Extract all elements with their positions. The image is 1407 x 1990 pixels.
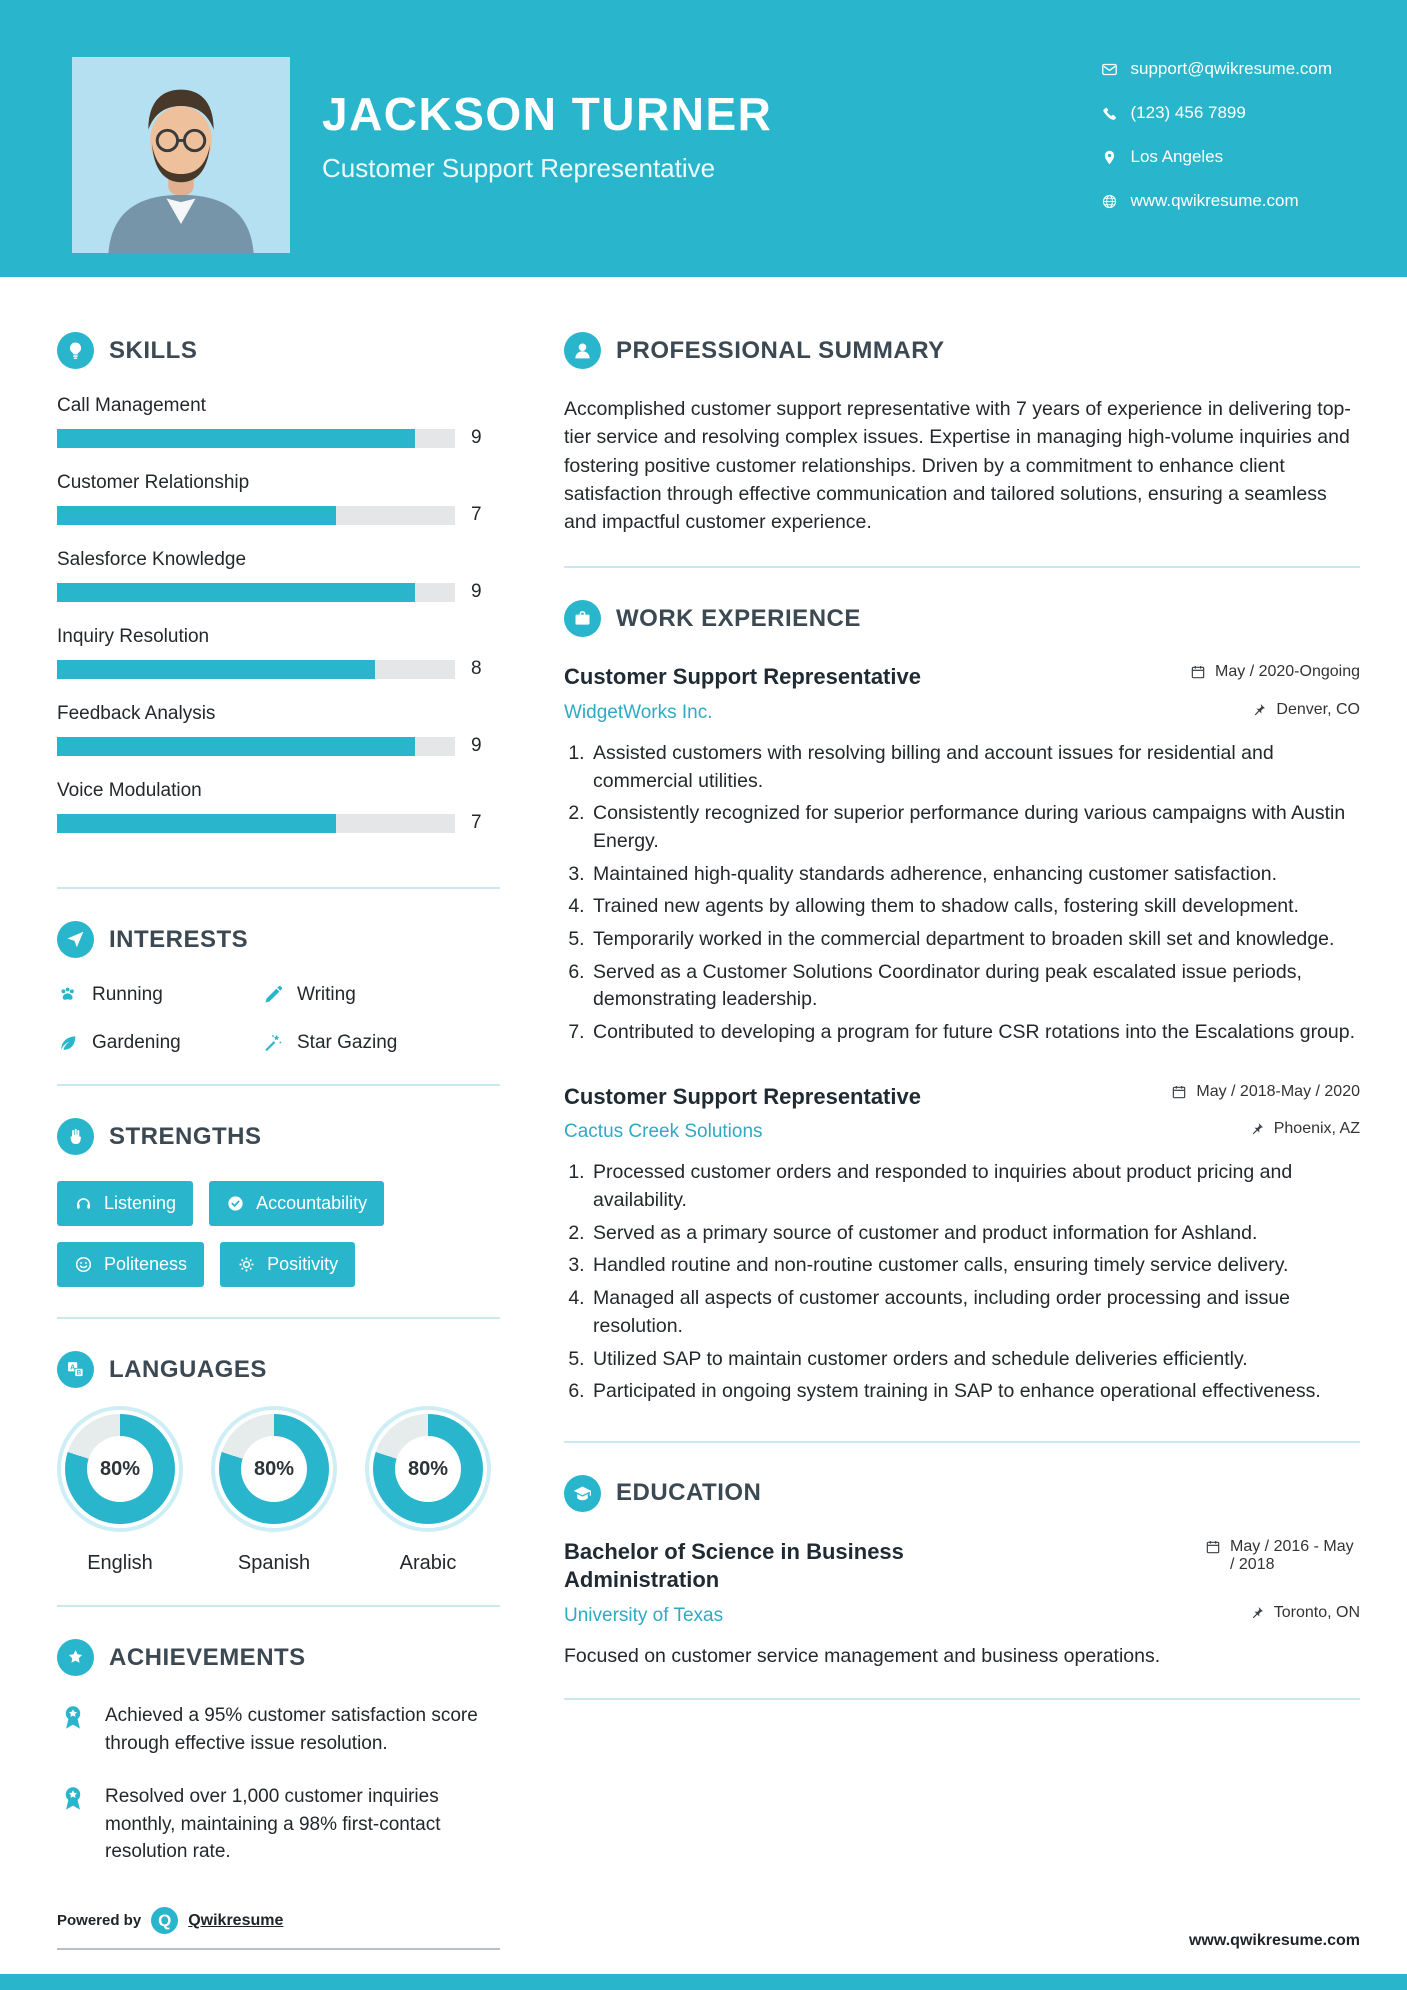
- summary-text: Accomplished customer support representative with 7 years of experience in delivering top-tier service and resolving complex issues. Expertise in managing high-volume inquiries and fostering positive customer relationships. Driven by a commitment to enhance client satisfaction through effective communication and tailored solutions, ensuring a seamless and impactful customer experience.: [564, 398, 1351, 534]
- job-bullet: 6. Participated in ongoing system training in SAP to enhance operational effectiveness.: [590, 1378, 1360, 1406]
- job-bullet: 3. Maintained high-quality standards adherence, enhancing customer satisfaction.: [590, 861, 1360, 889]
- language-name: Spanish: [237, 1552, 311, 1574]
- powered-by-block: [57, 1907, 500, 1950]
- job-bullet: 5. Utilized SAP to maintain customer orders and schedule deliveries efficiently.: [590, 1346, 1360, 1374]
- contact-website: [1101, 191, 1333, 211]
- skill-label: Inquiry Resolution: [57, 626, 210, 647]
- strength-chip: [220, 1242, 355, 1287]
- contact-location-text: Los Angeles: [1130, 147, 1224, 166]
- pushpin-icon: [1249, 1605, 1265, 1621]
- qwikresume-logo[interactable]: Q: [151, 1907, 178, 1934]
- language-name: English: [87, 1552, 153, 1574]
- strengths-section: [57, 1118, 500, 1319]
- education-dates-text: May / 2016 - May / 2018: [1230, 1537, 1354, 1573]
- strength-chip: [209, 1181, 384, 1226]
- language-percent: 80%: [395, 1436, 461, 1502]
- job-dates: [1190, 663, 1360, 681]
- language-item: [57, 1414, 183, 1575]
- skill-value: 9: [471, 735, 482, 756]
- skill-value: 9: [471, 581, 482, 602]
- skill-value: 7: [471, 504, 482, 525]
- job-bullet: 7. Contributed to developing a program for future CSR rotations into the Escalations group.: [590, 1019, 1360, 1047]
- job-company: Cactus Creek Solutions: [564, 1121, 763, 1143]
- language-donut: [65, 1414, 175, 1524]
- interests-heading: INTERESTS: [109, 925, 249, 953]
- job-dates: [1171, 1083, 1360, 1101]
- skill-item: [57, 626, 500, 680]
- skill-value: 8: [471, 658, 482, 679]
- person-title: Customer Support Representative: [322, 153, 716, 183]
- calendar-icon: [1171, 1084, 1187, 1100]
- education-location: [1249, 1604, 1360, 1622]
- contact-location: [1101, 147, 1333, 167]
- language-donut: [219, 1414, 329, 1524]
- gear-icon: [237, 1255, 256, 1274]
- paw-icon: [57, 984, 79, 1006]
- skill-label: Call Management: [57, 395, 206, 416]
- job-bullet: 2. Served as a primary source of customer and product information for Ashland.: [590, 1220, 1360, 1248]
- skill-value: 9: [471, 427, 482, 448]
- job-location: [1251, 701, 1360, 719]
- job-location-text: Phoenix, AZ: [1273, 1120, 1360, 1138]
- bottom-accent-bar: [0, 1974, 1407, 1990]
- education-description: Focused on customer service management and business operations.: [564, 1645, 1161, 1668]
- language-name: Arabic: [399, 1552, 457, 1574]
- strengths-heading: STRENGTHS: [109, 1122, 262, 1150]
- smiley-icon: [74, 1255, 93, 1274]
- powered-by-label: Powered by: [57, 1912, 142, 1929]
- achievements-heading: ACHIEVEMENTS: [109, 1643, 306, 1671]
- skill-item: [57, 549, 500, 603]
- experience-heading: WORK EXPERIENCE: [616, 604, 861, 632]
- job-bullet: 2. Consistently recognized for superior performance during various campaigns with Austin Energy.: [590, 800, 1360, 855]
- skill-item: [57, 472, 500, 526]
- skills-heading: SKILLS: [109, 336, 198, 364]
- interest-item: [57, 1032, 262, 1054]
- skill-bar: [57, 583, 455, 602]
- phone-icon: [1101, 105, 1118, 122]
- summary-section: [564, 332, 1360, 568]
- summary-heading: PROFESSIONAL SUMMARY: [616, 336, 945, 364]
- header: [0, 0, 1407, 277]
- calendar-icon: [1190, 664, 1206, 680]
- strength-label: Accountability: [256, 1193, 368, 1213]
- job-bullet: 6. Served as a Customer Solutions Coordinator during peak escalated issue periods, demonstrating leadership.: [590, 959, 1360, 1014]
- contact-phone-text: (123) 456 7899: [1130, 103, 1246, 122]
- job-entry: [564, 1083, 1360, 1406]
- interest-label: Running: [92, 984, 163, 1005]
- job-bullet: 4. Trained new agents by allowing them to shadow calls, fostering skill development.: [590, 893, 1360, 921]
- skill-bar: [57, 429, 455, 448]
- skill-label: Salesforce Knowledge: [57, 549, 247, 570]
- briefcase-icon: [564, 600, 601, 637]
- website-icon: [1101, 193, 1118, 210]
- contact-website-text: www.qwikresume.com: [1130, 191, 1299, 210]
- leaf-icon: [57, 1032, 79, 1054]
- profile-photo: [72, 57, 290, 253]
- job-location: [1249, 1120, 1360, 1138]
- interest-item: [262, 984, 500, 1006]
- svg-text:B: B: [76, 1369, 82, 1377]
- contact-phone: [1101, 103, 1333, 123]
- interests-section: [57, 921, 500, 1086]
- bulb-icon: [57, 332, 94, 369]
- paper-plane-icon: [57, 921, 94, 958]
- language-percent: 80%: [241, 1436, 307, 1502]
- language-percent: 80%: [87, 1436, 153, 1502]
- pushpin-icon: [1251, 702, 1267, 718]
- right-column: [564, 332, 1360, 1954]
- achievement-text: Resolved over 1,000 customer inquiries monthly, maintaining a 98% first-contact resolution rate.: [105, 1786, 441, 1863]
- job-title: Customer Support Representative: [564, 1083, 921, 1109]
- skill-value: 7: [471, 812, 482, 833]
- skill-item: [57, 395, 500, 449]
- achievement-text: Achieved a 95% customer satisfaction score through effective issue resolution.: [105, 1705, 478, 1754]
- language-item: [365, 1414, 491, 1575]
- job-dates-text: May / 2020-Ongoing: [1215, 663, 1360, 681]
- job-bullet: 4. Managed all aspects of customer accounts, including order processing and issue resolution.: [590, 1285, 1360, 1340]
- job-bullets: [564, 1159, 1360, 1406]
- page-footer: [57, 1907, 1360, 1950]
- language-item: [211, 1414, 337, 1575]
- email-icon: [1101, 61, 1118, 78]
- contact-email: [1101, 59, 1333, 79]
- interest-label: Gardening: [92, 1032, 181, 1053]
- website-link[interactable]: www.qwikresume.com: [1188, 1932, 1360, 1949]
- strength-label: Positivity: [267, 1254, 339, 1274]
- education-dates: [1205, 1538, 1360, 1574]
- skill-label: Feedback Analysis: [57, 703, 216, 724]
- skills-section: [57, 332, 500, 889]
- skill-label: Voice Modulation: [57, 780, 202, 801]
- person-name: JACKSON TURNER: [322, 88, 773, 140]
- skill-bar: [57, 737, 455, 756]
- contact-email-text: support@qwikresume.com: [1130, 59, 1332, 78]
- strength-chip: [57, 1242, 204, 1287]
- achievements-section: [57, 1639, 500, 1922]
- medal-icon: [57, 1702, 89, 1734]
- job-dates-text: May / 2018-May / 2020: [1196, 1082, 1360, 1100]
- job-title: Customer Support Representative: [564, 664, 921, 690]
- language-donut: [373, 1414, 483, 1524]
- skill-label: Customer Relationship: [57, 472, 250, 493]
- job-bullets: [564, 740, 1360, 1047]
- education-location-text: Toronto, ON: [1273, 1604, 1360, 1622]
- hand-icon: [57, 1118, 94, 1155]
- interest-item: [262, 1032, 500, 1054]
- job-bullet: 1. Processed customer orders and responded to inquiries about product pricing and availability.: [590, 1159, 1360, 1214]
- left-column: [57, 332, 500, 1954]
- interest-item: [57, 984, 262, 1006]
- pencil-icon: [262, 984, 284, 1006]
- job-location-text: Denver, CO: [1276, 700, 1360, 718]
- interest-label: Writing: [297, 984, 356, 1005]
- calendar-icon: [1205, 1539, 1221, 1555]
- job-bullet: 5. Temporarily worked in the commercial department to broaden skill set and knowledge.: [590, 926, 1360, 954]
- svg-text:A: A: [70, 1364, 76, 1372]
- strength-label: Listening: [104, 1193, 177, 1213]
- languages-heading: LANGUAGES: [109, 1355, 267, 1383]
- qwikresume-link[interactable]: Qwikresume: [188, 1911, 284, 1929]
- skill-bar: [57, 814, 455, 833]
- pushpin-icon: [1249, 1121, 1265, 1137]
- skill-bar: [57, 506, 455, 525]
- avatar: [72, 57, 290, 253]
- translate-icon: [57, 1351, 94, 1388]
- skill-bar: [57, 660, 455, 679]
- star-icon: [57, 1639, 94, 1676]
- badge-check-icon: [226, 1194, 245, 1213]
- school-name: University of Texas: [564, 1605, 724, 1627]
- degree-title: Bachelor of Science in Business Administration: [564, 1538, 904, 1593]
- skill-item: [57, 780, 500, 834]
- education-section: [564, 1475, 1360, 1700]
- achievement-item: [57, 1783, 500, 1866]
- education-heading: EDUCATION: [616, 1479, 762, 1507]
- headset-icon: [74, 1194, 93, 1213]
- wand-icon: [262, 1032, 284, 1054]
- medal-icon: [57, 1783, 89, 1815]
- job-bullet: 1. Assisted customers with resolving billing and account issues for residential and commercial utilities.: [590, 740, 1360, 795]
- interest-label: Star Gazing: [297, 1032, 398, 1053]
- experience-section: [564, 600, 1360, 1443]
- job-entry: [564, 663, 1360, 1046]
- languages-section: [57, 1351, 500, 1607]
- strength-label: Politeness: [104, 1254, 188, 1274]
- skill-item: [57, 703, 500, 757]
- graduation-cap-icon: [564, 1475, 601, 1512]
- job-bullet: 3. Handled routine and non-routine customer calls, ensuring timely service delivery.: [590, 1252, 1360, 1280]
- contact-block: [1101, 57, 1333, 211]
- achievement-item: [57, 1702, 500, 1757]
- strength-chip: [57, 1181, 193, 1226]
- person-icon: [564, 332, 601, 369]
- location-icon: [1101, 149, 1118, 166]
- job-company: WidgetWorks Inc.: [564, 701, 713, 723]
